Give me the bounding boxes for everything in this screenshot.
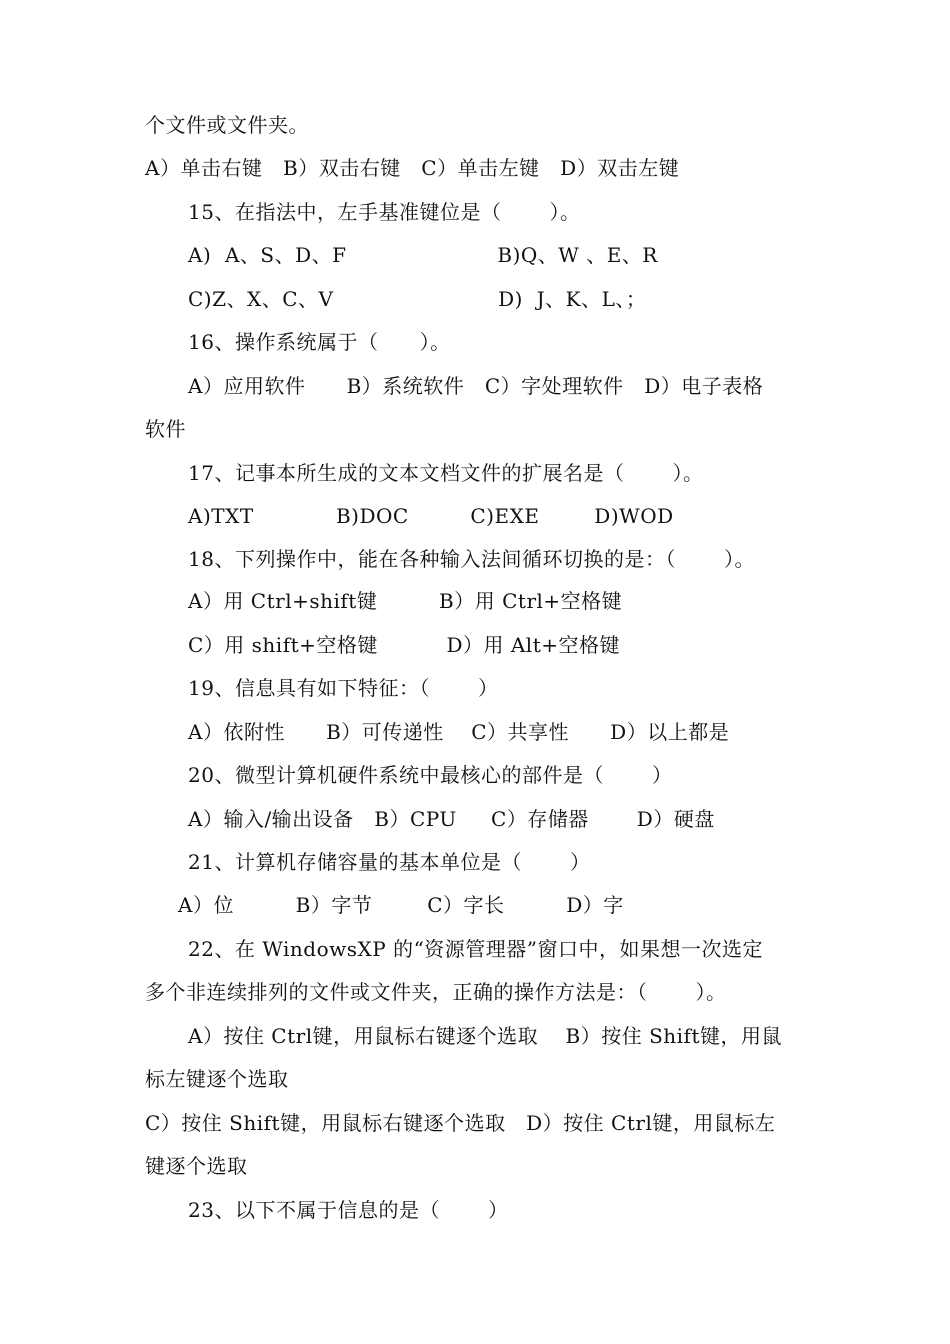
question-17: 17、记事本所生成的文本文档文件的扩展名是（ ）。 <box>188 461 704 485</box>
text-line: A) A、S、D、F B)Q、W 、E、R <box>188 243 658 267</box>
text-line: 键逐个选取 <box>145 1154 248 1178</box>
text-line: A）用 Ctrl+shift键 B）用 Ctrl+空格键 <box>188 589 623 613</box>
question-20: 20、微型计算机硬件系统中最核心的部件是（ ） <box>188 763 673 787</box>
text-line: A）位 B）字节 C）字长 D）字 <box>178 893 624 917</box>
question-15: 15、在指法中，左手基准键位是（ ）。 <box>188 200 581 224</box>
question-19: 19、信息具有如下特征：（ ） <box>188 676 499 700</box>
question-23: 23、以下不属于信息的是（ ） <box>188 1198 509 1222</box>
text-line: 个文件或文件夹。 <box>145 113 309 137</box>
text-line: A）依附性 B）可传递性 C）共享性 D）以上都是 <box>188 720 730 744</box>
text-line: A）单击右键 B）双击右键 C）单击左键 D）双击左键 <box>145 156 680 180</box>
text-line: A）应用软件 B）系统软件 C）字处理软件 D）电子表格 <box>188 374 764 398</box>
text-line: A）输入/输出设备 B）CPU C）存储器 D）硬盘 <box>188 807 715 831</box>
question-21: 21、计算机存储容量的基本单位是（ ） <box>188 850 591 874</box>
text-line: C）用 shift+空格键 D）用 Alt+空格键 <box>188 633 620 657</box>
question-18: 18、下列操作中，能在各种输入法间循环切换的是：（ ）。 <box>188 547 755 571</box>
text-line: 标左键逐个选取 <box>145 1067 289 1091</box>
text-line: A）按住 Ctrl键，用鼠标右键逐个选取 B）按住 Shift键，用鼠 <box>188 1024 782 1048</box>
text-line: 软件 <box>145 417 186 441</box>
text-line: C）按住 Shift键，用鼠标右键逐个选取 D）按住 Ctrl键，用鼠标左 <box>145 1111 776 1135</box>
question-16: 16、操作系统属于（ ）。 <box>188 330 451 354</box>
question-22: 22、在 WindowsXP 的“资源管理器”窗口中，如果想一次选定 <box>188 937 764 961</box>
text-line: C)Z、X、C、V D) J、K、L、； <box>188 287 647 311</box>
text-line: 多个非连续排列的文件或文件夹，正确的操作方法是：（ ）。 <box>145 980 727 1004</box>
text-line: A)TXT B)DOC C)EXE D)WOD <box>188 504 674 528</box>
